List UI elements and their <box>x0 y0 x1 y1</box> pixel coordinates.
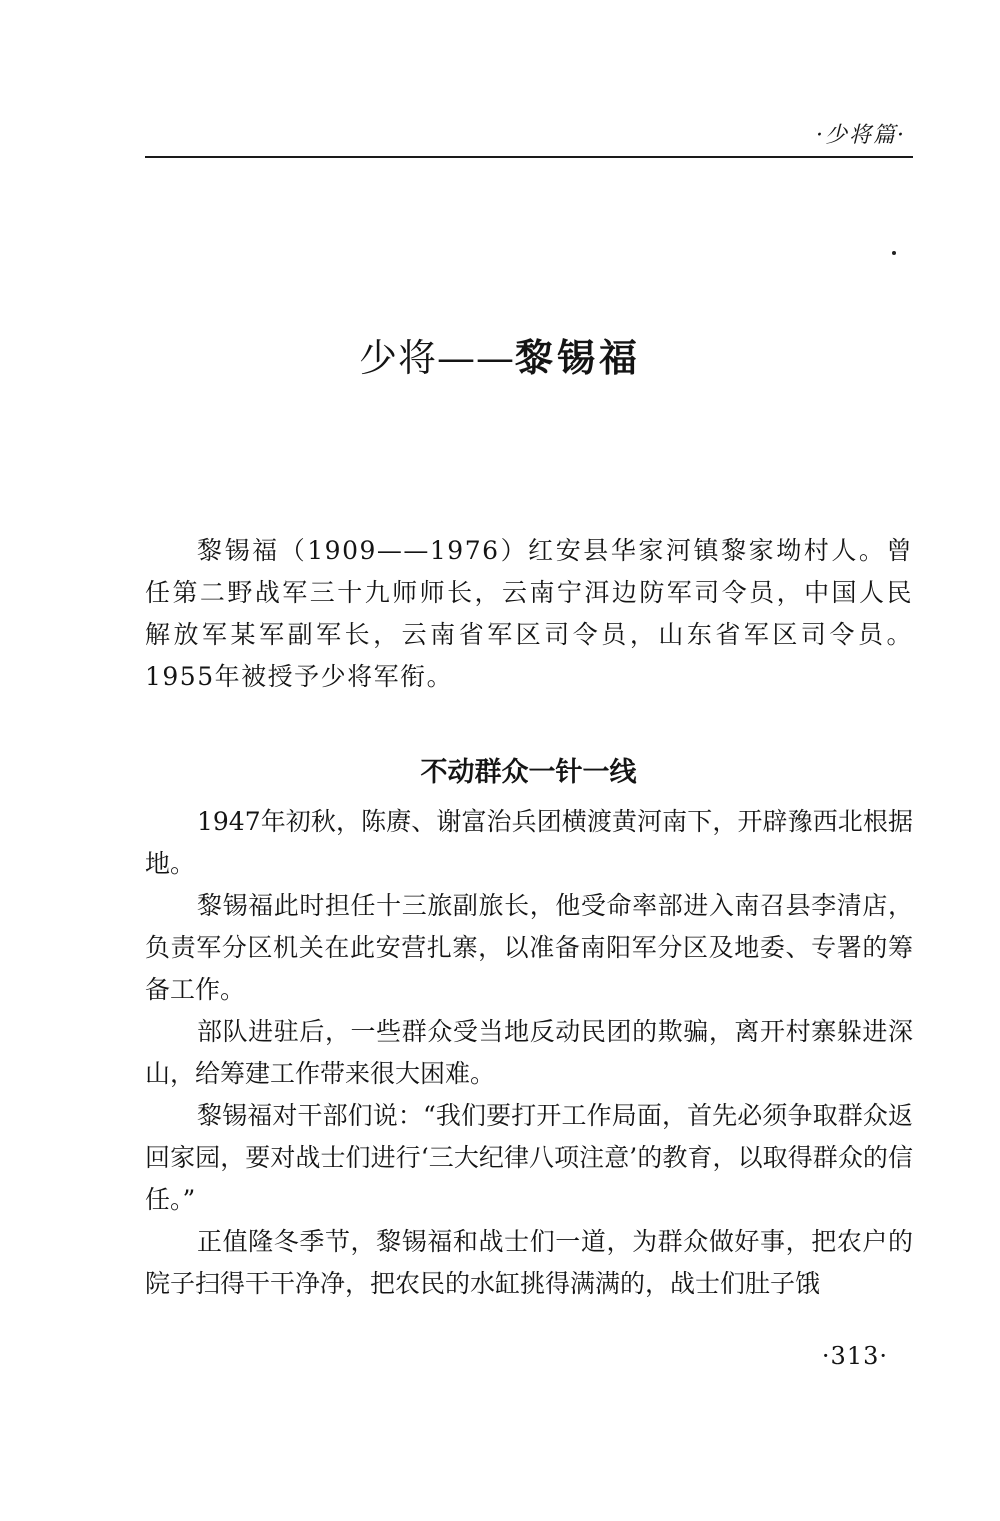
body-text <box>145 801 913 1305</box>
header-rule <box>145 156 913 158</box>
body-paragraph: 部队进驻后，一些群众受当地反动民团的欺骗，离开村寨躲进深山，给筹建工作带来很大困难。 <box>145 1017 913 1088</box>
chapter-title <box>0 330 1000 386</box>
body-paragraph: 1947年初秋，陈赓、谢富治兵团横渡黄河南下，开辟豫西北根据地。 <box>145 807 913 878</box>
body-paragraph: 正值隆冬季节，黎锡福和战士们一道，为群众做好事，把农户的院子扫得干干净净，把农民的水缸挑得满满的，战士们肚子饿 <box>145 1227 913 1298</box>
page-number: ·313· <box>821 1342 888 1370</box>
print-speck <box>892 251 896 255</box>
chapter-rank: 少将—— <box>358 336 515 380</box>
section-title: 不动群众一针一线 <box>420 757 637 788</box>
body-paragraph: 黎锡福此时担任十三旅副旅长，他受命率部进入南召县李清店，负责军分区机关在此安营扎寨，以准备南阳军分区及地委、专署的筹备工作。 <box>145 891 913 1004</box>
biography-paragraph: 黎锡福（1909——1976）红安县华家河镇黎家坳村人。曾任第二野战军三十九师师长，云南宁洱边防军司令员，中国人民解放军某军副军长，云南省军区司令员，山东省军区司令员。1955年被授予少将军衔。 <box>145 536 913 691</box>
running-head: ·少将篇· <box>816 123 906 148</box>
body-paragraph: 黎锡福对干部们说：“我们要打开工作局面，首先必须争取群众返回家园，要对战士们进行‘三大纪律八项注意’的教育，以取得群众的信任。” <box>145 1101 913 1214</box>
chapter-name: 黎锡福 <box>515 336 642 380</box>
